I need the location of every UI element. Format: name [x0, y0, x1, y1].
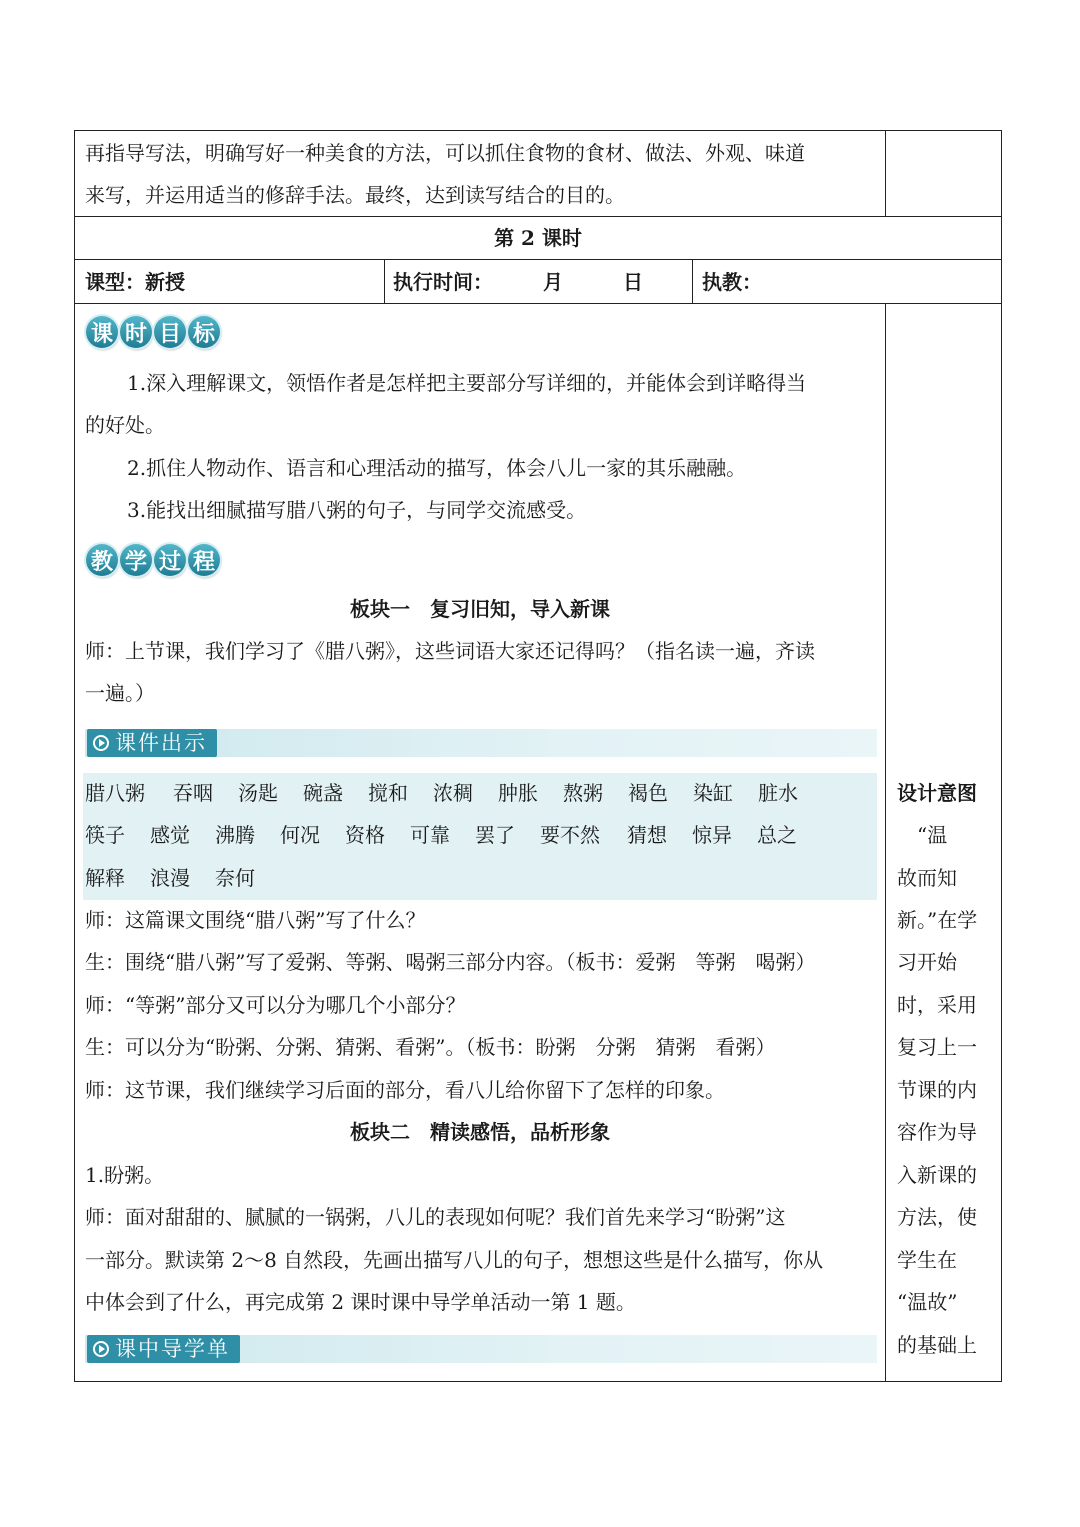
dialogue-line: 师：这节课，我们继续学习后面的部分，看八儿给你留下了怎样的印象。	[85, 1078, 725, 1102]
lesson-header: 第 2 课时	[494, 226, 582, 250]
badge-char: 课	[86, 316, 118, 348]
vocab-word: 奈何	[215, 866, 255, 890]
design-intent-title: 设计意图	[897, 781, 977, 805]
goal-3: 3.能找出细腻描写腊八粥的句子，与同学交流感受。	[127, 498, 587, 522]
vocab-word: 罢了	[475, 823, 515, 847]
lesson-type: 课型：新授	[85, 270, 185, 294]
design-intent-line: 节课的内	[897, 1078, 977, 1102]
vocab-word: 脏水	[758, 781, 798, 805]
design-intent-line: 复习上一	[897, 1035, 977, 1059]
design-intent-line: “温	[897, 823, 948, 847]
vocab-word: 何况	[280, 823, 320, 847]
s2-paragraph: 一部分。默读第 2～8 自然段，先画出描写八儿的句子，想想这些是什么描写，你从	[85, 1248, 824, 1272]
design-intent-line: 的基础上	[897, 1333, 977, 1357]
execution-time: 执行时间： 月 日	[393, 270, 643, 294]
vocab-row-1	[85, 772, 818, 815]
vocab-row-3	[85, 857, 280, 900]
design-intent-line: 时，采用	[897, 993, 977, 1017]
dialogue-line: 师：这篇课文围绕“腊八粥”写了什么？	[85, 908, 426, 932]
s1-paragraph: 师：上节课，我们学习了《腊八粥》，这些词语大家还记得吗？（指名读一遍，齐读	[85, 639, 815, 663]
vocab-row-2	[85, 814, 817, 857]
vocab-word: 猜想	[627, 823, 667, 847]
vocab-word: 解释	[85, 866, 125, 890]
divider	[384, 260, 385, 304]
goals-badge	[86, 316, 220, 348]
design-intent-line: 容作为导	[897, 1120, 977, 1144]
vocab-word: 褐色	[628, 781, 668, 805]
vocab-word: 搅和	[368, 781, 408, 805]
design-intent-line: 新。”在学	[897, 908, 978, 932]
guide-tag	[87, 1335, 240, 1363]
design-intent-line: 方法，使	[897, 1205, 977, 1229]
vocab-word: 沸腾	[215, 823, 255, 847]
section-2-title: 板块二 精读感悟，品析形象	[350, 1120, 610, 1144]
play-icon	[93, 735, 109, 751]
badge-char: 程	[188, 544, 220, 576]
design-intent-line: 学生在	[897, 1248, 957, 1272]
vocab-word: 可靠	[410, 823, 450, 847]
goal-2: 2.抓住人物动作、语言和心理活动的描写，体会八儿一家的其乐融融。	[127, 456, 747, 480]
divider	[885, 131, 886, 217]
vocab-word: 碗盏	[303, 781, 343, 805]
vocab-word: 熬粥	[563, 781, 603, 805]
courseware-label: 课件出示	[115, 731, 207, 755]
s2-paragraph: 师：面对甜甜的、腻腻的一锅粥，八儿的表现如何呢？我们首先来学习“盼粥”这	[85, 1205, 786, 1229]
divider	[692, 260, 693, 304]
vocab-word: 染缸	[693, 781, 733, 805]
design-intent-line: 习开始	[897, 950, 957, 974]
vocab-word: 感觉	[150, 823, 190, 847]
play-icon	[93, 1341, 109, 1357]
lesson-plan-table	[74, 130, 1002, 1382]
intro-line-1: 再指导写法，明确写好一种美食的方法，可以抓住食物的食材、做法、外观、味道	[85, 141, 805, 165]
vocab-word: 浪漫	[150, 866, 190, 890]
goal-1: 1.深入理解课文，领悟作者是怎样把主要部分写详细的，并能体会到详略得当	[127, 371, 807, 395]
teacher-field: 执教：	[702, 270, 762, 294]
vocab-word: 总之	[757, 823, 797, 847]
badge-char: 教	[86, 544, 118, 576]
badge-char: 学	[120, 544, 152, 576]
design-intent-line: 入新课的	[897, 1163, 977, 1187]
vocab-word: 资格	[345, 823, 385, 847]
badge-char: 标	[188, 316, 220, 348]
s1-paragraph-cont: 一遍。）	[85, 681, 155, 705]
s2-paragraph: 中体会到了什么，再完成第 2 课时课中导学单活动一第 1 题。	[85, 1290, 636, 1314]
design-intent-line: “温故”	[897, 1290, 958, 1314]
process-badge	[86, 544, 220, 576]
divider	[885, 304, 886, 1381]
dialogue-line: 师：“等粥”部分又可以分为哪几个小部分？	[85, 993, 466, 1017]
badge-char: 过	[154, 544, 186, 576]
vocab-word: 惊异	[692, 823, 732, 847]
badge-char: 时	[120, 316, 152, 348]
badge-char: 目	[154, 316, 186, 348]
vocab-word: 汤匙	[238, 781, 278, 805]
vocab-word: 腊八粥	[85, 781, 145, 805]
vocab-word: 浓稠	[433, 781, 473, 805]
design-intent-line: 故而知	[897, 866, 957, 890]
dialogue-line: 生：可以分为“盼粥、分粥、猜粥、看粥”。（板书：盼粥 分粥 猜粥 看粥）	[85, 1035, 776, 1059]
s2-heading: 1.盼粥。	[85, 1163, 165, 1187]
section-1-title: 板块一 复习旧知，导入新课	[350, 597, 610, 621]
courseware-tag	[87, 729, 217, 757]
vocab-word: 筷子	[85, 823, 125, 847]
vocab-word: 肿胀	[498, 781, 538, 805]
guide-label: 课中导学单	[115, 1337, 230, 1361]
vocab-word: 要不然	[540, 823, 600, 847]
dialogue-line: 生：围绕“腊八粥”写了爱粥、等粥、喝粥三部分内容。（板书：爱粥 等粥 喝粥）	[85, 950, 816, 974]
vocab-word: 吞咽	[173, 781, 213, 805]
intro-line-2: 来写，并运用适当的修辞手法。最终，达到读写结合的目的。	[85, 183, 625, 207]
goal-1-cont: 的好处。	[85, 413, 165, 437]
